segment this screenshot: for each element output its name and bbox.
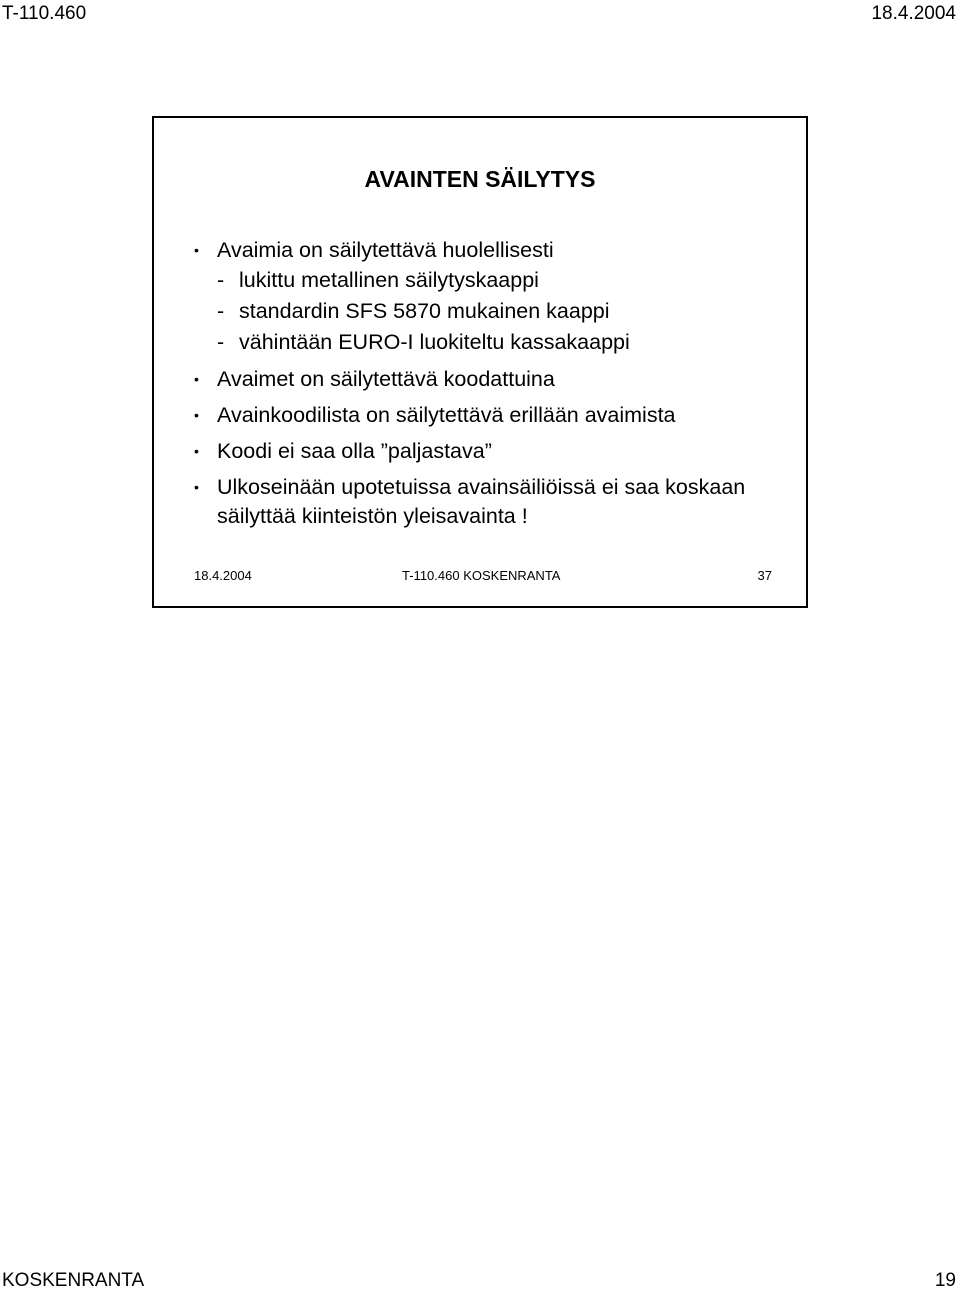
bullet-text: Avainkoodilista on säilytettävä erillään avaimista <box>217 403 676 427</box>
bullet-item <box>194 236 794 358</box>
sub-item <box>217 296 794 327</box>
bullet-item <box>194 401 794 430</box>
bullet-item <box>194 437 794 466</box>
sub-item <box>217 265 794 296</box>
bullet-text: Koodi ei saa olla ”paljastava” <box>217 439 492 463</box>
sub-item <box>217 327 794 358</box>
dash-icon: - <box>217 299 225 323</box>
page-header-course-code: T-110.460 <box>2 3 87 24</box>
slide-bullet-list <box>194 236 794 538</box>
slide-footer-date: 18.4.2004 <box>194 568 252 583</box>
bullet-text: Avaimet on säilytettävä koodattuina <box>217 367 555 391</box>
sub-item-text: vähintään EURO-I luokiteltu kassakaappi <box>239 330 630 354</box>
sub-item-text: standardin SFS 5870 mukainen kaappi <box>239 299 610 323</box>
slide-number: 37 <box>757 568 772 583</box>
page-number: 19 <box>934 1270 956 1291</box>
slide-frame <box>152 116 808 608</box>
dash-icon: - <box>217 330 225 354</box>
bullet-item <box>194 473 794 531</box>
bullet-icon: • <box>194 443 199 459</box>
bullet-text: Ulkoseinään upotetuissa avainsäiliöissä ei saa koskaan säilyttää kiinteistön yleisavainta ! <box>217 475 746 528</box>
page-footer-author: KOSKENRANTA <box>2 1270 145 1291</box>
bullet-icon: • <box>194 479 199 495</box>
slide-title: AVAINTEN SÄILYTYS <box>364 166 596 192</box>
slide-footer-course-author: T-110.460 KOSKENRANTA <box>402 568 561 583</box>
bullet-icon: • <box>194 242 199 258</box>
bullet-item <box>194 365 794 394</box>
bullet-text: Avaimia on säilytettävä huolellisesti <box>217 238 554 262</box>
bullet-icon: • <box>194 371 199 387</box>
page-header-date: 18.4.2004 <box>871 3 956 24</box>
sub-item-text: lukittu metallinen säilytyskaappi <box>239 268 539 292</box>
dash-icon: - <box>217 268 225 292</box>
bullet-icon: • <box>194 407 199 423</box>
